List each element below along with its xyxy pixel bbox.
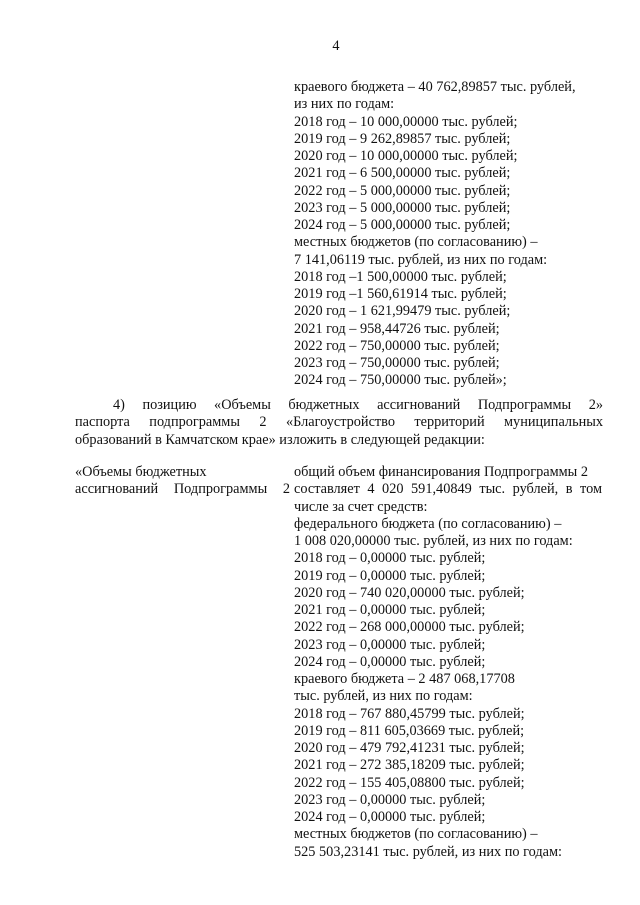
amendment-paragraph [75, 397, 603, 449]
position-value-cell [294, 464, 602, 861]
budget-line: 7 141,06119 тыс. рублей, из них по годам: [294, 251, 548, 268]
position-value-line: 525 503,23141 тыс. рублей, из них по годам: [294, 843, 562, 860]
budget-line: местных бюджетов (по согласованию) – [294, 234, 538, 251]
page-number: 4 [332, 38, 340, 54]
budget-line: 2024 год – 5 000,00000 тыс. рублей; [294, 217, 511, 233]
paragraph-line: паспорта подпрограммы 2 «Благоустройство территорий муниципальных [75, 414, 603, 431]
budget-line: 2022 год – 5 000,00000 тыс. рублей; [294, 182, 511, 199]
budget-line: 2018 год – 10 000,00000 тыс. рублей; [294, 113, 518, 130]
position-value-line: числе за счет средств: [294, 498, 428, 515]
position-value-line: 2018 год – 767 880,45799 тыс. рублей; [294, 705, 525, 722]
position-value-line: 2023 год – 0,00000 тыс. рублей; [294, 791, 486, 808]
budget-line: 2019 год –1 560,61914 тыс. рублей; [294, 286, 507, 302]
position-value-line: местных бюджетов (по согласованию) – [294, 826, 538, 843]
budget-line: из них по годам: [294, 96, 395, 113]
position-value-line: 2020 год – 740 020,00000 тыс. рублей; [294, 584, 525, 601]
position-value-line: краевого бюджета – 2 487 068,17708 [294, 671, 515, 687]
position-value-line: тыс. рублей, из них по годам: [294, 688, 473, 705]
budget-continuation-block [294, 79, 602, 390]
position-value-line: 1 008 020,00000 тыс. рублей, из них по годам: [294, 533, 573, 549]
position-value-line: 2018 год – 0,00000 тыс. рублей; [294, 550, 486, 567]
position-value-line: 2019 год – 0,00000 тыс. рублей; [294, 567, 486, 584]
position-value-line: общий объем финансирования Подпрограммы 2 [294, 464, 589, 480]
position-value-line: 2021 год – 0,00000 тыс. рублей; [294, 602, 486, 618]
budget-line: краевого бюджета – 40 762,89857 тыс. рублей, [294, 79, 576, 95]
budget-line: 2019 год – 9 262,89857 тыс. рублей; [294, 130, 511, 147]
budget-line: 2021 год – 958,44726 тыс. рублей; [294, 320, 500, 337]
position-value-line: 2023 год – 0,00000 тыс. рублей; [294, 636, 486, 653]
position-value-line: 2020 год – 479 792,41231 тыс. рублей; [294, 740, 525, 756]
position-value-line: 2024 год – 0,00000 тыс. рублей; [294, 809, 486, 825]
paragraph-line: 4) позицию «Объемы бюджетных ассигнований Подпрограммы 2» [113, 397, 603, 413]
budget-line: 2018 год –1 500,00000 тыс. рублей; [294, 268, 507, 285]
budget-line: 2023 год – 5 000,00000 тыс. рублей; [294, 199, 511, 216]
paragraph-line: образований в Камчатском крае» изложить в следующей редакции: [75, 431, 485, 448]
position-value-line: составляет 4 020 591,40849 тыс. рублей, в том [294, 481, 602, 498]
budget-line: 2023 год – 750,00000 тыс. рублей; [294, 355, 500, 371]
position-title-line: ассигнований Подпрограммы 2 [75, 481, 290, 498]
position-value-line: 2021 год – 272 385,18209 тыс. рублей; [294, 757, 525, 774]
position-value-line: 2024 год – 0,00000 тыс. рублей; [294, 653, 486, 670]
budget-line: 2022 год – 750,00000 тыс. рублей; [294, 337, 500, 354]
budget-line: 2020 год – 10 000,00000 тыс. рублей; [294, 148, 518, 164]
position-value-line: 2022 год – 155 405,08800 тыс. рублей; [294, 774, 525, 791]
position-value-line: 2022 год – 268 000,00000 тыс. рублей; [294, 619, 525, 636]
budget-line: 2020 год – 1 621,99479 тыс. рублей; [294, 303, 511, 320]
position-title-cell [75, 464, 290, 499]
budget-line: 2021 год – 6 500,00000 тыс. рублей; [294, 165, 511, 182]
budget-line: 2024 год – 750,00000 тыс. рублей»; [294, 372, 507, 389]
position-title-line: «Объемы бюджетных [75, 464, 207, 480]
position-value-line: 2019 год – 811 605,03669 тыс. рублей; [294, 722, 525, 739]
position-value-line: федерального бюджета (по согласованию) – [294, 515, 562, 532]
